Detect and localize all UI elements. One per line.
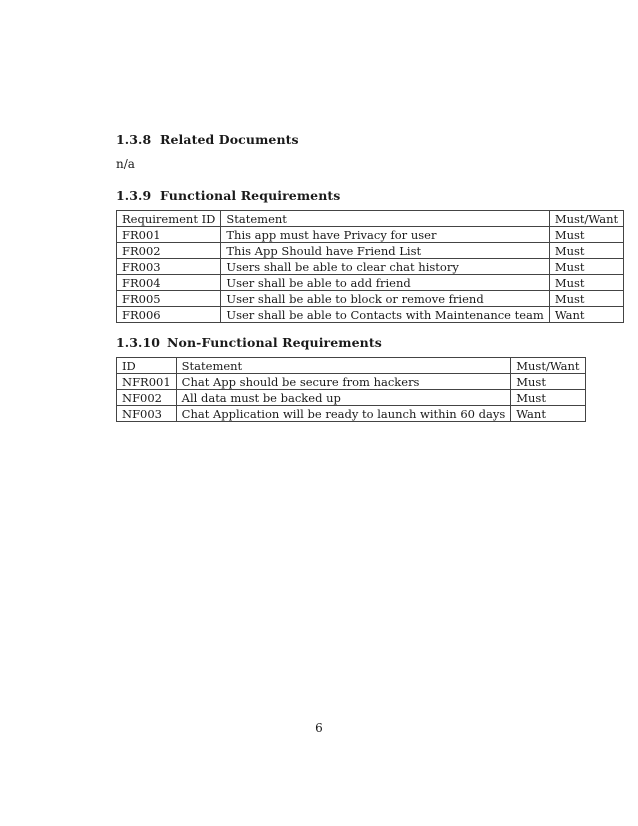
related-documents-text: n/a bbox=[116, 157, 135, 171]
requirement-id-cell: NF002 bbox=[117, 390, 177, 406]
table-header-row bbox=[117, 211, 624, 227]
table-row bbox=[117, 227, 624, 243]
header-cell-statement: Statement bbox=[221, 211, 549, 227]
table-row bbox=[117, 390, 586, 406]
statement-cell: Chat App should be secure from hackers bbox=[176, 374, 511, 390]
header-cell-must-want: Must/Want bbox=[511, 358, 585, 374]
statement-cell: User shall be able to block or remove friend bbox=[221, 291, 549, 307]
header-cell-must-want: Must/Want bbox=[549, 211, 623, 227]
section-title: Functional Requirements bbox=[160, 188, 341, 203]
requirement-id-cell: FR006 bbox=[117, 307, 221, 323]
page-number: 6 bbox=[315, 721, 323, 735]
requirement-id-cell: NFR001 bbox=[117, 374, 177, 390]
priority-cell: Must bbox=[549, 227, 623, 243]
requirement-id-cell: FR004 bbox=[117, 275, 221, 291]
priority-cell: Must bbox=[511, 390, 585, 406]
priority-cell: Must bbox=[549, 275, 623, 291]
header-cell-id: ID bbox=[117, 358, 177, 374]
priority-cell: Must bbox=[549, 243, 623, 259]
requirement-id-cell: FR005 bbox=[117, 291, 221, 307]
table-row bbox=[117, 259, 624, 275]
table-row bbox=[117, 243, 624, 259]
section-title: Non-Functional Requirements bbox=[167, 335, 382, 350]
section-number: 1.3.8 bbox=[116, 132, 152, 147]
requirement-id-cell: FR002 bbox=[117, 243, 221, 259]
header-cell-statement: Statement bbox=[176, 358, 511, 374]
priority-cell: Want bbox=[549, 307, 623, 323]
table-row bbox=[117, 291, 624, 307]
priority-cell: Must bbox=[511, 374, 585, 390]
requirement-id-cell: FR003 bbox=[117, 259, 221, 275]
section-heading-functional-requirements bbox=[116, 188, 340, 203]
section-number: 1.3.10 bbox=[116, 335, 161, 350]
section-heading-non-functional-requirements bbox=[116, 335, 382, 350]
statement-cell: Users shall be able to clear chat history bbox=[221, 259, 549, 275]
section-title: Related Documents bbox=[160, 132, 299, 147]
requirement-id-cell: NF003 bbox=[117, 406, 177, 422]
statement-cell: This app must have Privacy for user bbox=[221, 227, 549, 243]
table-row bbox=[117, 374, 586, 390]
non-functional-requirements-table bbox=[116, 357, 586, 422]
requirement-id-cell: FR001 bbox=[117, 227, 221, 243]
priority-cell: Must bbox=[549, 291, 623, 307]
table-row bbox=[117, 406, 586, 422]
priority-cell: Must bbox=[549, 259, 623, 275]
table-row bbox=[117, 307, 624, 323]
header-cell-requirement-id: Requirement ID bbox=[117, 211, 221, 227]
section-heading-related-documents bbox=[116, 132, 299, 147]
table-row bbox=[117, 275, 624, 291]
statement-cell: Chat Application will be ready to launch within 60 days bbox=[176, 406, 511, 422]
section-number: 1.3.9 bbox=[116, 188, 152, 203]
priority-cell: Want bbox=[511, 406, 585, 422]
statement-cell: User shall be able to Contacts with Maintenance team bbox=[221, 307, 549, 323]
statement-cell: This App Should have Friend List bbox=[221, 243, 549, 259]
table-header-row bbox=[117, 358, 586, 374]
statement-cell: All data must be backed up bbox=[176, 390, 511, 406]
functional-requirements-table bbox=[116, 210, 624, 323]
statement-cell: User shall be able to add friend bbox=[221, 275, 549, 291]
